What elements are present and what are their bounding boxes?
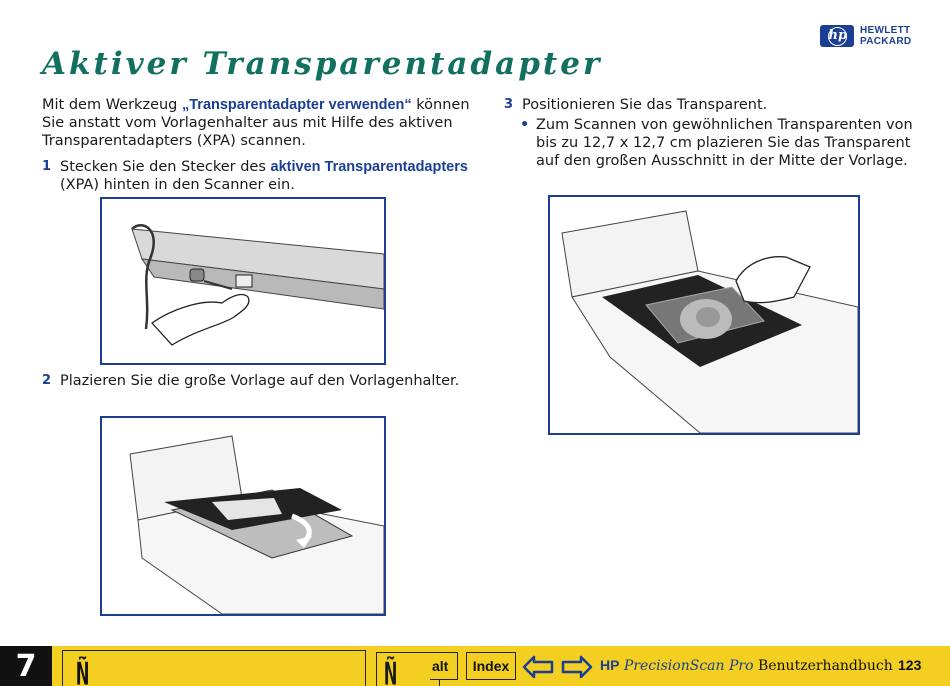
chapter-slider[interactable] (62, 650, 366, 686)
hp-logo-mark: hp (820, 25, 854, 47)
inhalt-tab-glyph: Ñ (384, 658, 399, 686)
book-title: HP PrecisionScan Pro Benutzerhandbuch (600, 657, 893, 674)
hp-logo-text: HEWLETT PACKARD (860, 25, 912, 47)
step-number: 3 (504, 97, 514, 112)
step-number: 2 (42, 373, 52, 388)
index-button[interactable]: Index (466, 652, 516, 680)
chapter-number: 7 (0, 646, 52, 686)
step-1: 1 Stecken Sie den Stecker des aktiven Transparentadapters (XPA) hinten in den Scanner ein. (42, 159, 468, 193)
transparentadapter-link[interactable]: „Transparentadapter verwenden“ (182, 97, 412, 113)
figure-plug-in-connector (100, 197, 386, 365)
inhalt-button[interactable]: alt (430, 652, 458, 680)
page-number: 123 (898, 657, 922, 673)
forward-arrow-icon[interactable] (561, 654, 593, 680)
step-2: 2 Plazieren Sie die große Vorlage auf den Vorlagenhalter. (42, 373, 460, 389)
footer-bar (0, 646, 950, 686)
bullet-item: • Zum Scannen von gewöhnlichen Transparenten von bis zu 12,7 x 12,7 cm plazieren Sie das Transparent auf den großen Ausschnitt in der Mitte der Vorlage. (520, 117, 913, 169)
right-column (504, 96, 924, 170)
figure-position-transparency (548, 195, 860, 435)
bullet-dot: • (520, 117, 530, 133)
page-title: Aktiver Transparentadapter (42, 46, 603, 82)
slider-label: Ñ (76, 658, 92, 686)
xpa-link[interactable]: aktiven Transparentadapters (270, 159, 468, 175)
intro-paragraph: Mit dem Werkzeug „Transparentadapter verwenden“ können Sie anstatt vom Vorlagenhalter aus mit Hilfe des aktiven Transparentadapters (XPA) scannen. (42, 97, 470, 149)
hp-logo (820, 24, 932, 48)
step-3: 3 Positionieren Sie das Transparent. (504, 97, 768, 113)
back-arrow-icon[interactable] (522, 654, 554, 680)
step-number: 1 (42, 159, 52, 174)
figure-place-template (100, 416, 386, 616)
step-2-block (42, 364, 472, 390)
left-column (42, 96, 472, 194)
